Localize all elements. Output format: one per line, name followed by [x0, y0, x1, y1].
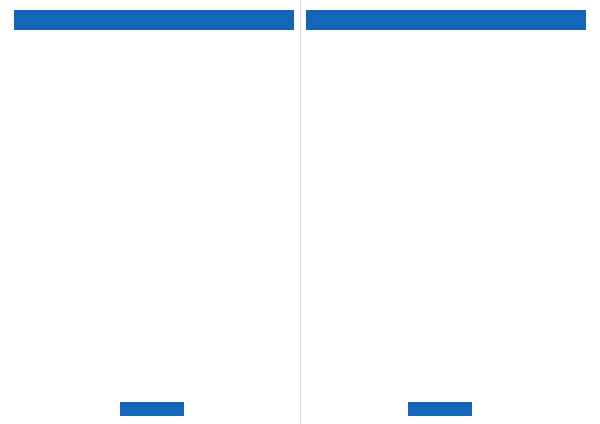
verse-text	[325, 88, 584, 95]
verse	[312, 88, 584, 95]
verse	[18, 104, 290, 111]
verse	[312, 55, 584, 62]
verse-text	[325, 192, 584, 199]
verse	[18, 96, 290, 103]
verse-text	[31, 121, 290, 128]
verse	[18, 154, 290, 161]
verse	[312, 200, 584, 207]
verse	[18, 46, 290, 53]
verse-text	[325, 79, 584, 86]
verse-text	[325, 146, 584, 153]
verse	[312, 225, 584, 232]
verse	[18, 113, 290, 120]
right-page	[300, 0, 600, 424]
right-page-header	[306, 10, 586, 30]
verse-text	[325, 38, 584, 45]
verse	[312, 38, 584, 45]
verse-text	[31, 88, 290, 95]
verse-text	[325, 129, 584, 136]
verse	[18, 38, 290, 45]
verse	[312, 121, 584, 128]
verse-text	[325, 113, 584, 120]
verse	[18, 71, 290, 78]
verse	[18, 138, 290, 145]
verse-text	[325, 63, 584, 70]
verse	[18, 129, 290, 136]
right-page-number	[408, 402, 472, 416]
verse-text	[325, 46, 584, 53]
verse	[312, 138, 584, 145]
verse	[18, 79, 290, 86]
verse-text	[31, 146, 290, 153]
verse	[18, 63, 290, 70]
verse	[18, 55, 290, 62]
verse	[18, 179, 290, 186]
verse	[312, 208, 584, 215]
verse-text	[325, 71, 584, 78]
verse	[312, 129, 584, 136]
verse	[312, 113, 584, 120]
verse-text	[325, 121, 584, 128]
verse-text	[31, 138, 290, 145]
verse	[312, 175, 584, 182]
verse	[312, 96, 584, 103]
verse-text	[325, 167, 584, 174]
verse-text	[31, 38, 290, 45]
verse-text	[31, 179, 290, 186]
verse-text	[31, 113, 290, 120]
verse	[312, 79, 584, 86]
verse	[312, 192, 584, 199]
verse-text	[325, 138, 584, 145]
verse-text	[31, 63, 290, 70]
verse	[312, 46, 584, 53]
verse-text	[325, 225, 584, 232]
verse-text	[325, 183, 584, 190]
verse-text	[31, 104, 290, 111]
verse-text	[325, 208, 584, 215]
verse-text	[325, 175, 584, 182]
verse-text	[31, 162, 290, 169]
verse-text	[31, 79, 290, 86]
verse	[18, 171, 290, 178]
left-page-header	[14, 10, 294, 30]
verse	[312, 71, 584, 78]
verse-text	[31, 71, 290, 78]
verse	[18, 88, 290, 95]
verse-text	[325, 96, 584, 103]
verse-text	[31, 154, 290, 161]
verse	[18, 162, 290, 169]
verse	[312, 104, 584, 111]
verse	[312, 146, 584, 153]
verse-text	[31, 55, 290, 62]
verse-text	[31, 171, 290, 178]
verse-text	[325, 104, 584, 111]
verse-text	[325, 55, 584, 62]
verse	[18, 121, 290, 128]
chapter-heading	[312, 156, 584, 164]
left-page-number	[120, 402, 184, 416]
verse-text	[31, 96, 290, 103]
verse-text	[31, 129, 290, 136]
left-page-body	[18, 38, 290, 396]
verse-text	[325, 216, 584, 223]
verse-text	[325, 200, 584, 207]
verse	[312, 216, 584, 223]
right-page-body	[312, 38, 584, 396]
verse	[18, 146, 290, 153]
verse-text	[31, 46, 290, 53]
verse	[312, 183, 584, 190]
verse	[312, 167, 584, 174]
verse	[312, 63, 584, 70]
